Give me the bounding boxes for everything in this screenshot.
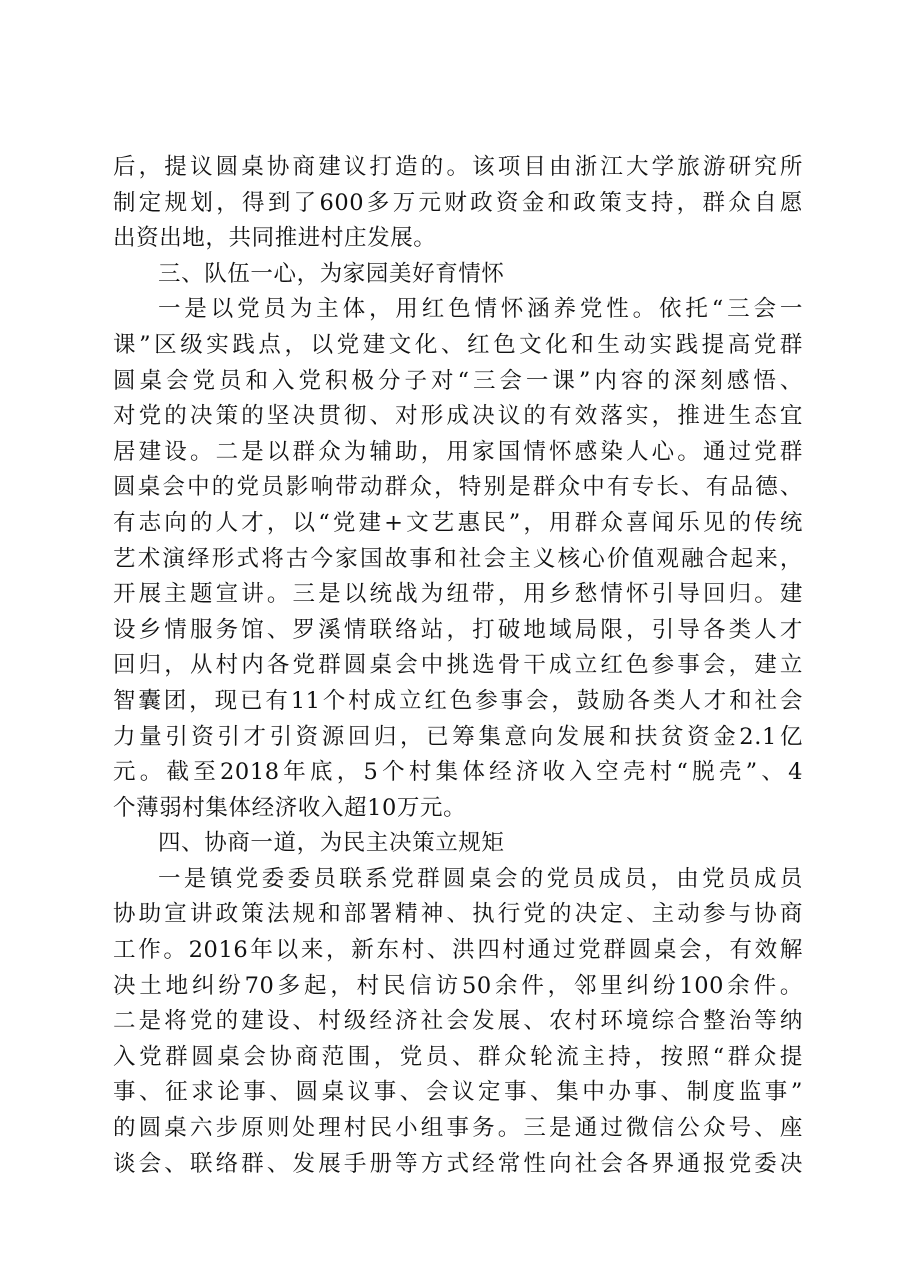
body-line: 圆桌会党员和入党积极分子对“三会一课”内容的深刻感悟、 — [113, 367, 803, 394]
body-line: 工作。2016年以来，新东村、洪四村通过党群圆桌会，有效解 — [113, 937, 803, 964]
body-line: 后，提议圆桌协商建议打造的。该项目由浙江大学旅游研究所 — [113, 154, 803, 180]
body-line: 艺术演绎形式将古今家国故事和社会主义核心价值观融合起来， — [113, 545, 803, 572]
section-heading: 四、协商一道，为民主决策立规矩 — [158, 830, 505, 857]
body-line: 一是以党员为主体，用红色情怀涵养党性。依托“三会一 — [158, 296, 803, 323]
document-body — [113, 150, 803, 1182]
body-line: 居建设。二是以群众为辅助，用家国情怀感染人心。通过党群 — [113, 438, 803, 465]
body-line: 有志向的人才，以“党建+文艺惠民”，用群众喜闻乐见的传统 — [113, 509, 803, 536]
body-line: 一是镇党委委员联系党群圆桌会的党员成员，由党员成员 — [158, 865, 803, 892]
body-line: 力量引资引才引资源回归，已筹集意向发展和扶贫资金2.1亿 — [113, 723, 803, 750]
body-line: 圆桌会中的党员影响带动群众，特别是群众中有专长、有品德、 — [113, 474, 803, 501]
body-line: 回归，从村内各党群圆桌会中挑选骨干成立红色参事会，建立 — [113, 652, 803, 679]
body-line: 对党的决策的坚决贯彻、对形成决议的有效落实，推进生态宜 — [113, 403, 803, 430]
body-line: 设乡情服务馆、罗溪情联络站，打破地域局限，引导各类人才 — [113, 616, 803, 643]
body-line: 智囊团，现已有11个村成立红色参事会，鼓励各类人才和社会 — [113, 687, 803, 714]
section-heading: 三、队伍一心，为家园美好育情怀 — [158, 260, 505, 287]
body-line: 事、征求论事、圆桌议事、会议定事、集中办事、制度监事” — [113, 1079, 803, 1106]
body-line: 的圆桌六步原则处理村民小组事务。三是通过微信公众号、座 — [113, 1115, 803, 1142]
body-line: 开展主题宣讲。三是以统战为纽带，用乡愁情怀引导回归。建 — [113, 581, 803, 608]
body-line: 课”区级实践点，以党建文化、红色文化和生动实践提高党群 — [113, 331, 803, 358]
body-line: 决土地纠纷70多起，村民信访50余件，邻里纠纷100余件。 — [113, 972, 803, 999]
body-line: 协助宣讲政策法规和部署精神、执行党的决定、主动参与协商 — [113, 901, 803, 928]
body-line: 个薄弱村集体经济收入超10万元。 — [113, 794, 467, 821]
body-line: 入党群圆桌会协商范围，党员、群众轮流主持，按照“群众提 — [113, 1043, 803, 1070]
body-line: 出资出地，共同推进村庄发展。 — [113, 225, 437, 252]
body-line: 元。截至2018年底，5个村集体经济收入空壳村“脱壳”、4 — [113, 759, 803, 786]
body-line: 谈会、联络群、发展手册等方式经常性向社会各界通报党委决 — [113, 1150, 803, 1177]
body-line: 制定规划，得到了600多万元财政资金和政策支持，群众自愿 — [113, 189, 803, 216]
body-line: 二是将党的建设、村级经济社会发展、农村环境综合整治等纳 — [113, 1008, 803, 1035]
